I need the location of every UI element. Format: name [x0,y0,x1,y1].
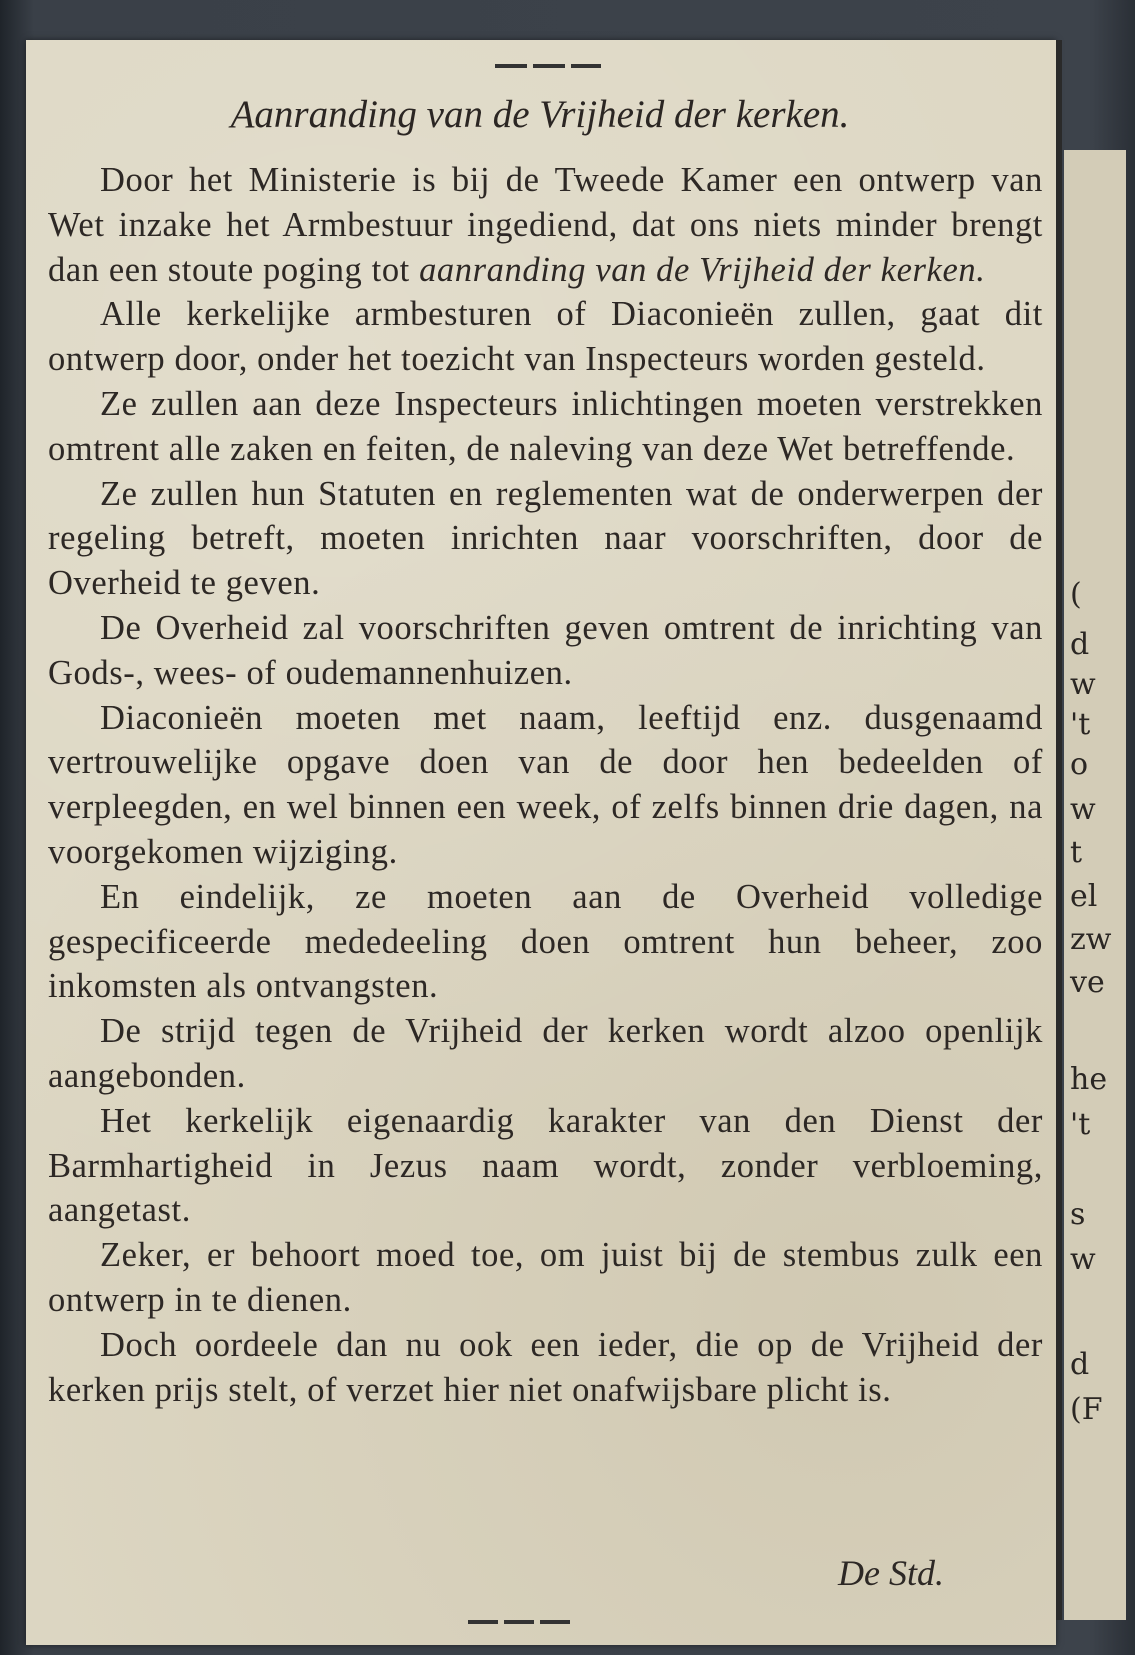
adjacent-fragment: 't [1070,1107,1091,1142]
adjacent-fragment: (F [1070,1392,1103,1427]
article-paragraph: Ze zullen hun Statuten en reglementen wat de onderwerpen der regeling betreft, moeten inrichten naar voorschriften, door de Overheid te geven. [48,474,1043,603]
emphasized-text: aanranding van de Vrijheid der kerken. [419,250,986,289]
bottom-ornament-dash [504,1620,534,1624]
article-title: Aanranding van de Vrijheid der kerken. [230,93,850,136]
article-paragraph: De strijd tegen de Vrijheid der kerken wordt alzoo openlijk aangebonden. [48,1012,1043,1095]
article-paragraph: Ze zullen aan deze Inspecteurs inlichtingen moeten verstrekken omtrent alle zaken en feiten, de naleving van deze Wet betreffende. [48,384,1043,468]
adjacent-fragment: d [1070,627,1090,662]
adjacent-fragment: s [1070,1197,1086,1232]
adjacent-fragment: w [1070,792,1096,827]
article-paragraph: Doch oordeele dan nu ook een ieder, die op de Vrijheid der kerken prijs stelt, of verzet hier niet onafwijsbare plicht is. [48,1325,1043,1409]
adjacent-fragment: w [1070,1242,1096,1277]
top-ornament-dash [533,64,565,68]
top-ornament-dash [571,64,601,68]
adjacent-fragment: d [1070,1347,1090,1382]
adjacent-fragment: t [1070,835,1083,870]
column-rule [1056,40,1062,1620]
article-signature: De Std. [838,1553,944,1593]
article-paragraph: En eindelijk, ze moeten aan de Overheid volledige gespecificeerde mededeeling doen omtrent hun beheer, zoo inkomsten als ontvangsten. [48,877,1043,1006]
adjacent-fragment: o [1070,747,1089,782]
adjacent-fragment: zw [1070,922,1112,957]
adjacent-fragment: 't [1070,707,1091,742]
article-body [48,158,1043,1412]
article-paragraph: Alle kerkelijke armbesturen of Diaconieën zullen, gaat dit ontwerp door, onder het toezicht van Inspecteurs worden gesteld. [48,295,1043,379]
article-paragraph: Het kerkelijk eigenaardig karakter van den Dienst der Barmhartigheid in Jezus naam wordt, zonder verbloeming, aangetast. [48,1101,1043,1230]
top-ornament-dash [495,64,527,68]
adjacent-column-fragment [1064,150,1126,1620]
adjacent-fragment: he [1070,1062,1108,1097]
article-paragraph: Door het Ministerie is bij de Tweede Kamer een ontwerp van Wet inzake het Armbestuur ingediend, dat ons niets minder brengt dan een stoute poging tot aanranding van de Vrijheid der kerken. [48,161,1043,289]
article-paragraph: Diaconieën moeten met naam, leeftijd enz. dusgenaamd vertrouwelijke opgave doen van de door hen bedeelden of verpleegden, en wel binnen een week, of zelfs binnen drie dagen, na voorgekomen wijziging. [48,698,1043,871]
article-paragraph: De Overheid zal voorschriften geven omtrent de inrichting van Gods-, wees- of oudemannenhuizen. [48,608,1043,692]
bottom-ornament-dash [468,1620,498,1624]
adjacent-fragment: ( [1070,577,1082,612]
adjacent-fragment: el [1070,879,1098,914]
adjacent-fragment: ve [1070,965,1105,1000]
article-paragraph: Zeker, er behoort moed toe, om juist bij de stembus zulk een ontwerp in te dienen. [48,1236,1043,1319]
bottom-ornament-dash [540,1620,570,1624]
adjacent-fragment: w [1070,667,1096,702]
